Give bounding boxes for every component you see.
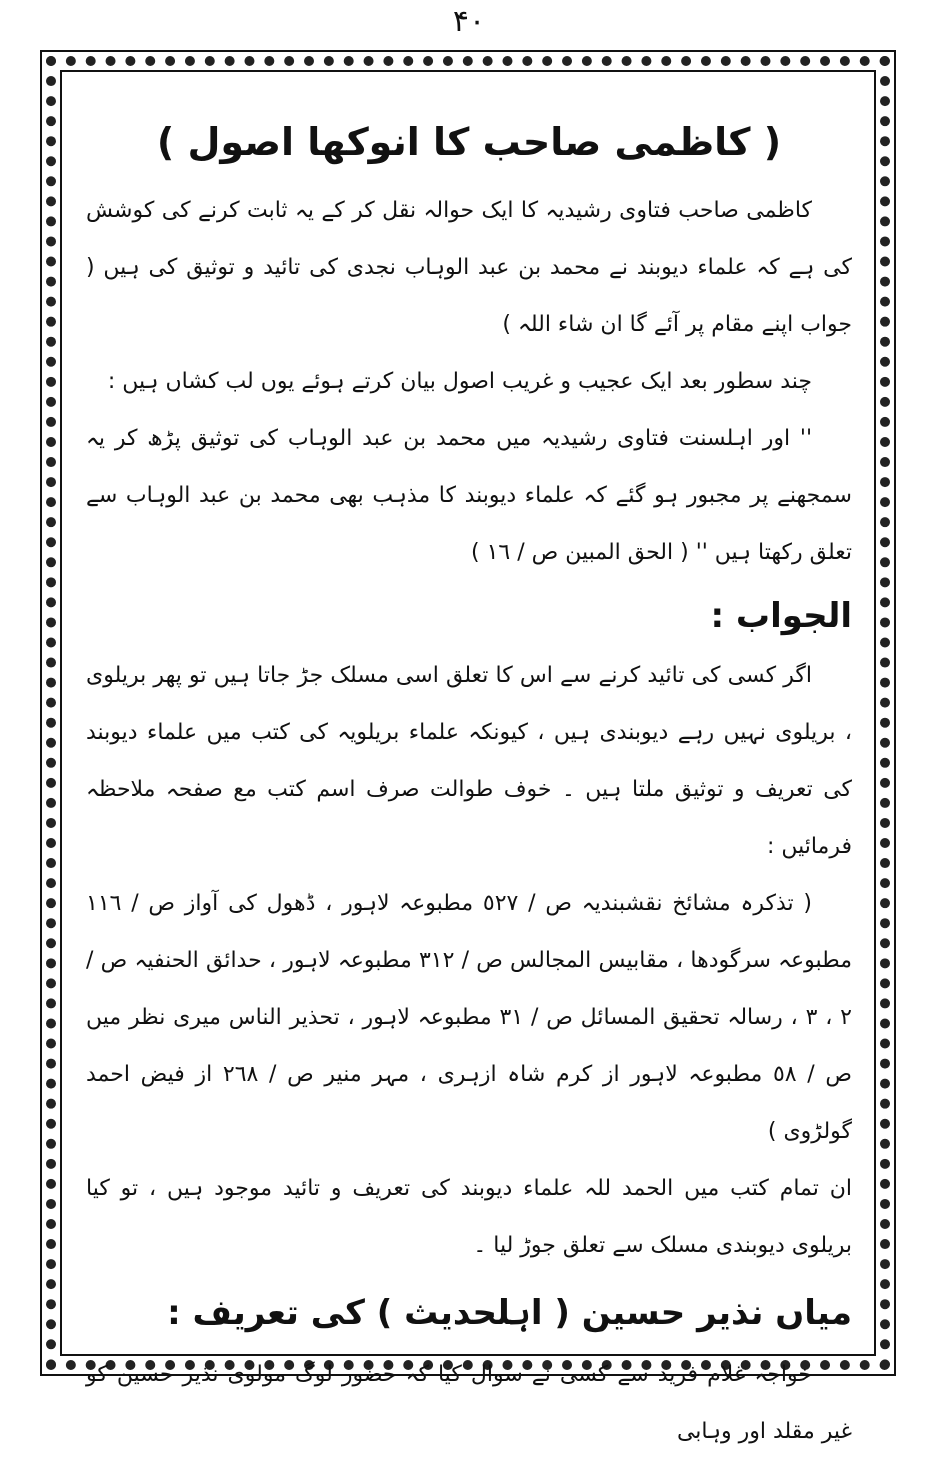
paragraph-principle: چند سطور بعد ایک عجیب و غریب اصول بیان کرتے ہوئے یوں لب کشاں ہیں : — [107, 369, 812, 394]
references-paragraph: ( تذکرہ مشائخ نقشبندیہ ص / ٥٢٧ مطبوعہ لاہور ، ڈھول کی آواز ص / ١١٦ مطبوعہ سرگودھا ، مقابیس المجالس ص / ٣١٢ مطبوعہ لاہور ، حدائق الحنفیہ ص / ٢ ، ٣ ، رسالہ تحقیق المسائل ص / ٣١ مطبوعہ لاہور ، تحذیر الناس میری نظر میں ص / ٥٨ مطبوعہ لاہور از کرم شاہ ازہری ، مہر منیر ص / ٢٦٨ از فیض احمد گولڑوی ) — [86, 891, 853, 1144]
page-number: ۴٠ — [452, 4, 486, 39]
page-content — [86, 96, 853, 1444]
paragraph-quote: '' اور اہلسنت فتاوی رشیدیہ میں محمد بن عبد الوہاب کی توثیق پڑھ کر یہ سمجھنے پر مجبور ہو گئے کہ علماء دیوبند کا مذہب بھی محمد بن عبد الوہاب سے تعلق رکھتا ہیں '' ( الحق المبین ص / ١٦ ) — [86, 426, 852, 565]
section-paragraph: خواجہ غلام فرید سے کسی نے سوال کیا کہ حضور لوگ مولوی نذیر حسین کو غیر مقلد اور وہابی — [86, 1362, 852, 1444]
paragraph-intro: کاظمی صاحب فتاوی رشیدیہ کا ایک حوالہ نقل کر کے یہ ثابت کرنے کی کوشش کی ہے کہ علماء دیوبند نے محمد بن عبد الوہاب نجدی کی تائید و توثیق کی ہیں ( جواب اپنے مقام پر آئے گا ان شاء اللہ ) — [86, 198, 852, 337]
conclusion-paragraph: ان تمام کتب میں الحمد للہ علماء دیوبند کی تعریف و تائید موجود ہیں ، تو کیا بریلوی دیوبندی مسلک سے تعلق جوڑ لیا ۔ — [86, 1176, 852, 1258]
page-title: ( کاظمی صاحب کا انوکھا اصول ) — [156, 120, 782, 164]
answer-paragraph: اگر کسی کی تائید کرنے سے اس کا تعلق اسی مسلک جڑ جاتا ہیں تو پھر بریلوی ، بریلوی نہیں رہے دیوبندی ہیں ، کیونکہ علماء بریلویہ کی کتب میں علماء دیوبند کی تعریف و توثیق ملتا ہیں ۔ خوف طوالت صرف اسم کتب مع صفحہ ملاحظہ فرمائیں : — [86, 663, 852, 859]
section-heading-nazir-husain: میاں نذیر حسین ( اہلحدیث ) کی تعریف : — [167, 1293, 852, 1333]
answer-heading: الجواب : — [710, 596, 852, 636]
